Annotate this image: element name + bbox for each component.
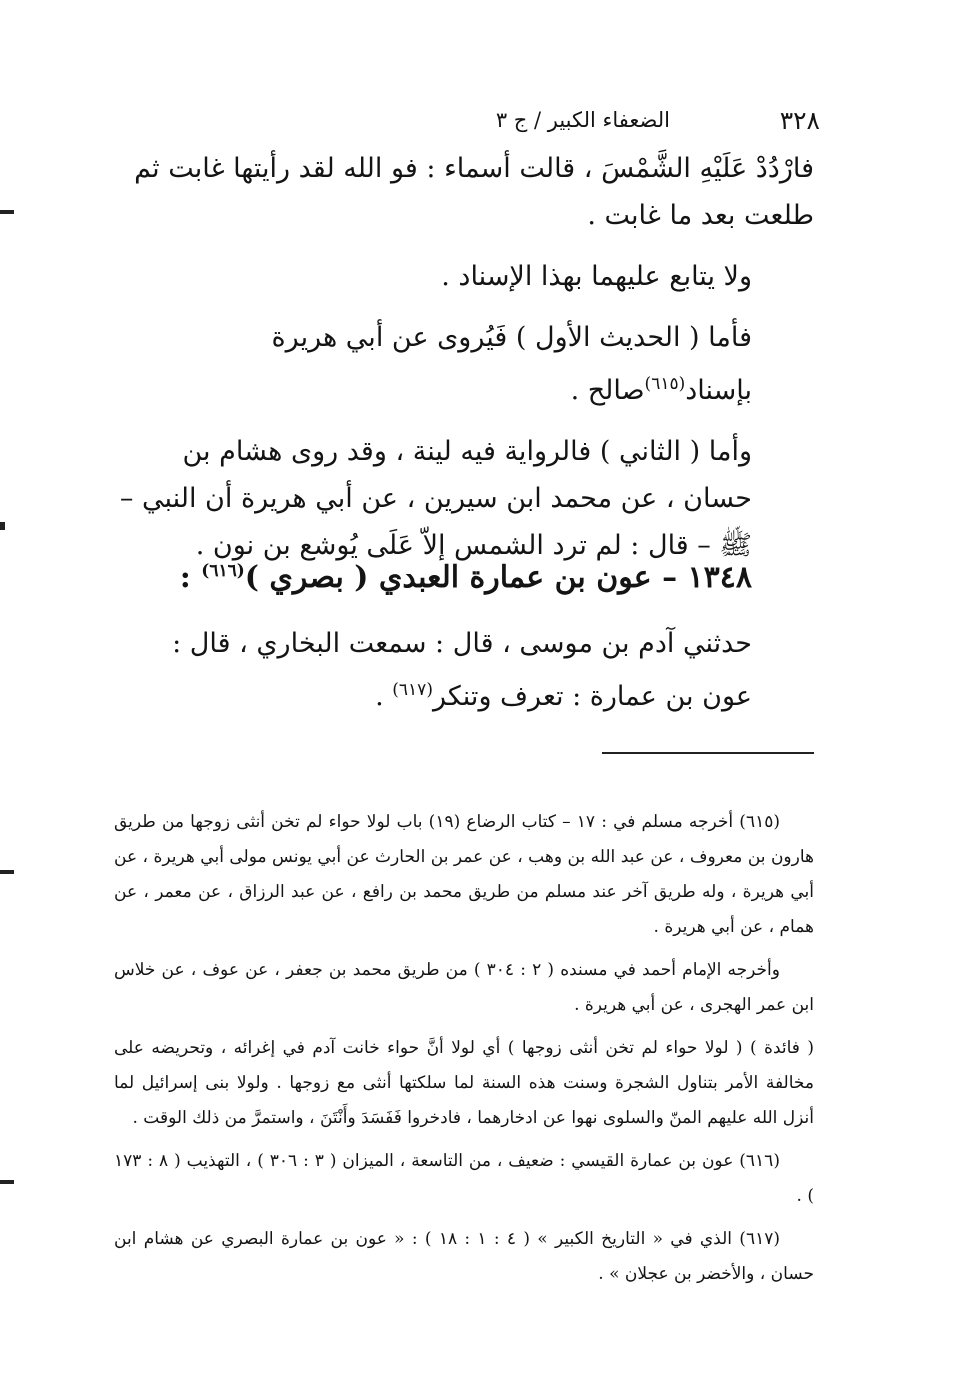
footnote-ref-615: (٦١٥) [644,374,686,394]
margin-mark [0,1180,14,1184]
paragraph-3-end: صالح . [570,375,645,406]
page-header [360,106,820,140]
entry-heading [114,560,814,595]
entry-paragraph [114,620,814,720]
footnote-615-ahmad-text: وأخرجه الإمام أحمد في مسنده ( ٢ : ٣٠٤ ) من طريق محمد بن جعفر ، عن عوف ، عن خلاس ابن عمر الهجرى ، عن أبي هريرة . [114,960,814,1015]
paragraph-3-text: فأما ( الحديث الأول ) فَيُروى عن أبي هريرة بإسناد [271,322,752,406]
margin-mark [0,870,14,874]
footnote-615-ahmad [114,953,814,1023]
running-title: الضعفاء الكبير / ج ٣ [495,108,670,132]
paragraph-4: وأما ( الثاني ) فالرواية فيه لينة ، وقد روى هشام بن حسان ، عن محمد ابن سيرين ، عن أبي هريرة أن النبي – ﷺ – قال : لم ترد الشمس إلاّ عَلَى يُوشع بن نون . [119,436,752,561]
main-text [114,145,814,569]
entry-text-end: . [375,681,393,712]
entry-heading-end: : [179,560,202,595]
footnote-ref-617: (٦١٧) [392,680,433,700]
entry-heading-text: ١٣٤٨ – عون بن عمارة العبدي ( بصري ) [244,560,752,595]
footnote-divider [602,752,814,754]
entry-text: حدثني آدم بن موسى ، قال : سمعت البخاري ، قال : عون بن عمارة : تعرف وتنكر [172,628,752,712]
margin-mark [0,210,14,214]
footnote-ref-616: (٦١٦) [201,561,245,581]
paragraph-2: ولا يتابع عليهما بهذا الإسناد . [441,261,752,292]
page-number: ٣٢٨ [779,106,820,135]
footnote-615-text: (٦١٥) أخرجه مسلم في : ١٧ – كتاب الرضاع (١٩) باب لولا حواء لم تخن أنثى زوجها من طريق هارون بن معروف ، عن عبد الله بن وهب ، عن عمر بن الحارث عن أبي يونس مولى أبي هريرة ، عن أبي هريرة ، وله طريق آخر عند مسلم من طريق محمد بن رافع ، عن عبد الرزاق ، عن معمر ، عن همام ، عن أبي هريرة . [114,812,814,937]
footnote-616-text: (٦١٦) عون بن عمارة القيسي : ضعيف ، من التاسعة ، الميزان ( ٣ : ٣٠٦ ) ، التهذيب ( ٨ : ١٧٣ ) . [114,1151,814,1206]
margin-dot [0,522,5,530]
entry-body [114,620,814,720]
footnote-615-benefit: ( فائدة ) ( لولا حواء لم تخن أنثى زوجها ) أي لولا أنَّ حواء خانت آدم في إغرائه ، وتحريضه على مخالفة الأمر بتناول الشجرة وسنت هذه السنة لما سلكتها أنثى مع زوجها . ولولا بنى إسرائيل لما أنزل الله عليهم المنّ والسلوى نهوا عن ادخارهما ، فادخروا فَفَسَدَ وأَنْتَنَ ، واستمرَّ من ذلك الوقت . [114,1038,814,1128]
footnote-616 [114,1144,814,1214]
footnotes [114,805,814,1300]
footnote-617 [114,1222,814,1292]
paragraph-3 [114,314,814,414]
paragraph-1: فارْدُدْ عَلَيْهِ الشَّمْسَ ، قالت أسماء : فو الله لقد رأيتها غابت ثم طلعت بعد ما غابت . [134,153,814,231]
footnote-617-text: (٦١٧) الذي في « التاريخ الكبير » ( ٤ : ١ : ١٨ ) : « عون بن عمارة البصري عن هشام ابن حسان ، والأخضر بن عجلان » . [114,1229,814,1284]
footnote-615 [114,805,814,945]
